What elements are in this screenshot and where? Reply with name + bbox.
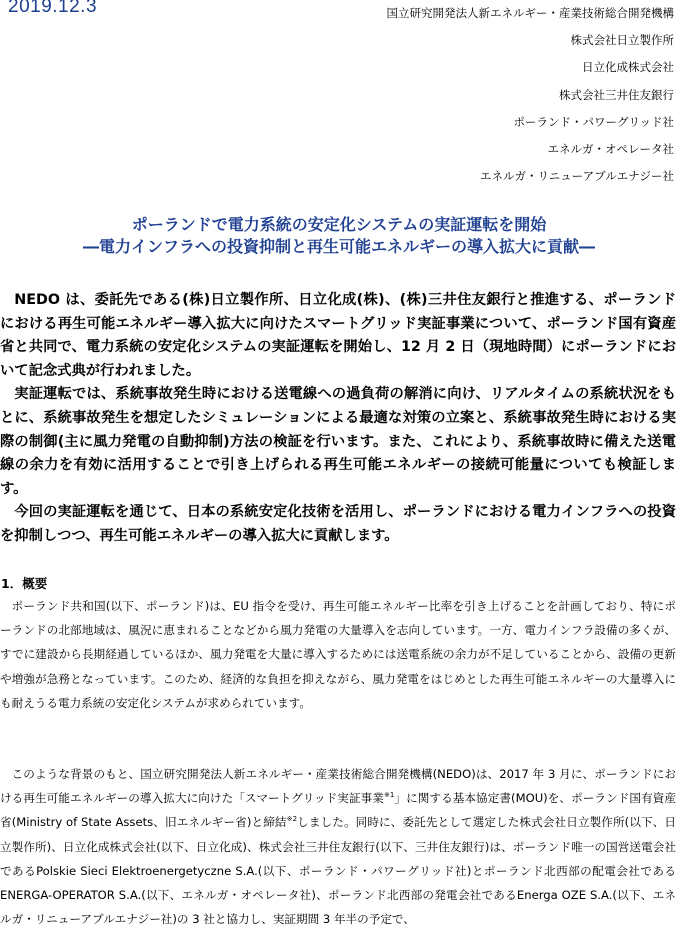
overview-paragraph-2 xyxy=(0,762,676,931)
release-date: 2019.12.3 xyxy=(8,0,98,17)
overview-paragraph-2-part-a: このような背景のもと、国立研究開発法人新エネルギー・産業技術総合開発機構(NEDO)は、2017 年 3 月に、ポーランドにおける再生可能エネルギーの導入拡大に向けた「スマートグリッド実証事業 xyxy=(0,767,676,806)
lead-summary xyxy=(0,289,676,549)
title-line-1: ポーランドで電力系統の安定化システムの実証運転を開始 xyxy=(131,215,547,234)
footnote-ref-1: ※1 xyxy=(383,791,395,800)
title-line-2: ―電力インフラへの投資抑制と再生可能エネルギーの導入拡大に貢献― xyxy=(82,237,595,256)
lead-paragraph-2: 実証運転では、系統事故発生時における送電線への過負荷の解消に向け、リアルタイムの系統状況をもとに、系統事故発生を想定したシミュレーションによる最適な対策の立案と、系統事故発生時における実際の制御(主に風力発電の自動抑制)方法の検証を行います。また、これにより、系統事故時に備えた送電線の余力を有効に活用することで引き上げられる再生可能エネルギーの接続可能量についても検証します。 xyxy=(0,386,676,497)
organization-pse: ポーランド・パワーグリッド社 xyxy=(513,114,674,129)
organization-hitachi: 株式会社日立製作所 xyxy=(570,33,674,48)
organization-hitachi-chemical: 日立化成株式会社 xyxy=(582,60,674,75)
organization-smbc: 株式会社三井住友銀行 xyxy=(559,87,674,102)
lead-paragraph-1: NEDO は、委託先である(株)日立製作所、日立化成(株)、(株)三井住友銀行と推進する、ポーランドにおける再生可能エネルギー導入拡大に向けたスマートグリッド実証事業について、ポーランド国有資産省と共同で、電力系統の安定化システムの実証運転を開始し、12 月 2 日（現地時間）にポーランドにおいて記念式典が行われました。 xyxy=(0,292,676,379)
overview-body-1 xyxy=(0,594,676,715)
organization-energa-oze: エネルガ・リニューアブルエナジー社 xyxy=(479,169,674,184)
document-title xyxy=(0,214,678,258)
organization-energa-operator: エネルガ・オペレータ社 xyxy=(547,142,674,157)
overview-paragraph-1: ポーランド共和国(以下、ポーランド)は、EU 指令を受け、再生可能エネルギー比率を引き上げることを計画しており、特にポーランドの北部地域は、風況に恵まれることなどから風力発電の大量導入を志向しています。一方、電力インフラ設備の多くが、すでに建設から長期経過しているほか、風力発電を大量に導入するためには送電系統の余力が不足していることから、設備の更新や増強が急務となっています。このため、経済的な負担を抑えながら、風力発電をはじめとした再生可能エネルギーの大量導入にも耐えうる電力系統の安定化システムが求められています。 xyxy=(0,599,676,710)
lead-paragraph-3: 今回の実証運転を通じて、日本の系統安定化技術を活用し、ポーランドにおける電力インフラへの投資を抑制しつつ、再生可能エネルギーの導入拡大に貢献します。 xyxy=(0,504,676,544)
overview-paragraph-2-part-c: しました。同時に、委託先として選定した株式会社日立製作所(以下、日立製作所)、日立化成株式会社(以下、日立化成)、株式会社三井住友銀行(以下、三井住友銀行)は、ポーランド唯一の国営送電会社であるPolskie Sieci Elektroenergetyczne S.A.(以下、ポーランド・パワーグリッド社)とポーランド北西部の配電会社である ENERGA-OPERATOR S.A.(以下、エネルガ・オペレータ社)、ポーランド北西部の発電会社であるEnerga OZE S.A.(以下、エネルガ・リニューアブルエナジー社)の 3 社と協力し、実証期間 3 年半の予定で、 xyxy=(0,815,677,927)
overview-body-2 xyxy=(0,762,676,931)
organization-list xyxy=(387,0,675,190)
overview-paragraph-2-part-b: 」に関する基本協定書(MOU)を、ポーランド国有資産省(Ministry of State Assets、旧エネルギー省)と締結 xyxy=(0,791,676,830)
footnote-ref-2: ※2 xyxy=(286,815,298,824)
section-heading-overview: 1．概要 xyxy=(1,576,48,591)
organization-nedo: 国立研究開発法人新エネルギー・産業技術総合開発機構 xyxy=(386,6,674,20)
